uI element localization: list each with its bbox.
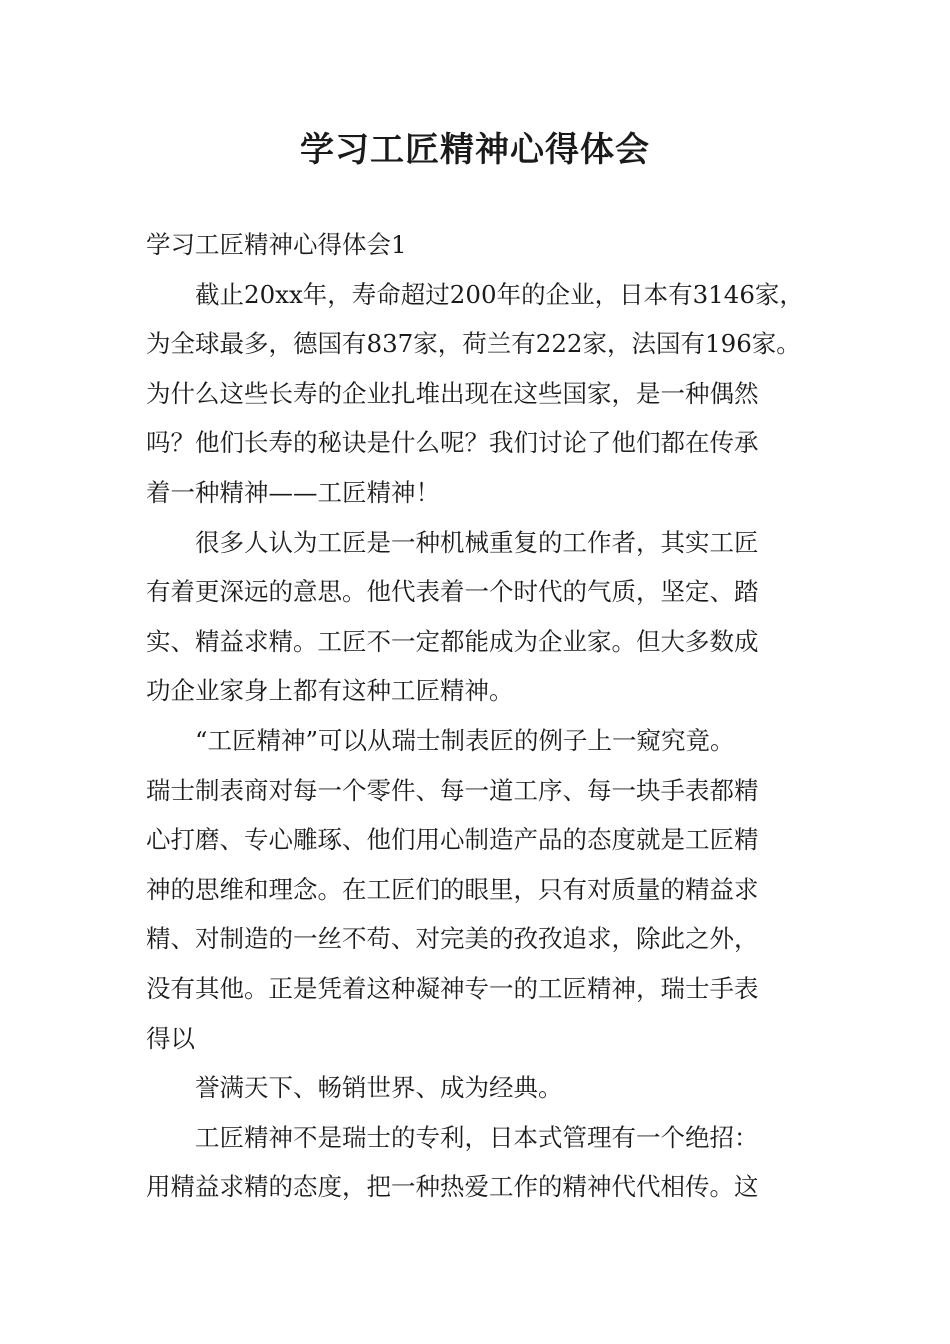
- text-line: 得以: [146, 1023, 195, 1053]
- text-line: 着一种精神——工匠精神！: [146, 477, 440, 507]
- paragraph-5: [146, 1113, 814, 1212]
- paragraph-1: [146, 270, 814, 518]
- document-body: [146, 220, 814, 1212]
- paragraph-4: [146, 1063, 814, 1113]
- section-heading: 学习工匠精神心得体会1: [146, 230, 407, 259]
- text-line: 瑞士制表商对每一个零件、每一道工序、每一块手表都精: [146, 775, 759, 805]
- text-line: 神的思维和理念。在工匠们的眼里，只有对质量的精益求: [146, 874, 759, 904]
- text-line: 截止20xx年，寿命超过200年的企业，日本有3146家，: [195, 279, 804, 309]
- text-line: 用精益求精的态度，把一种热爱工作的精神代代相传。这: [146, 1172, 759, 1202]
- document-title: 学习工匠精神心得体会: [300, 130, 650, 170]
- text-line: 有着更深远的意思。他代表着一个时代的气质，坚定、踏: [146, 577, 759, 607]
- text-line: 实、精益求精。工匠不一定都能成为企业家。但大多数成: [146, 626, 759, 656]
- text-line: “工匠精神”可以从瑞士制表匠的例子上一窥究竟。: [195, 725, 735, 755]
- text-line: 精、对制造的一丝不苟、对完美的孜孜追求，除此之外，: [146, 924, 759, 954]
- paragraph-3: [146, 716, 814, 1063]
- text-line: 很多人认为工匠是一种机械重复的工作者，其实工匠: [195, 527, 759, 557]
- text-line: 心打磨、专心雕琢、他们用心制造产品的态度就是工匠精: [146, 825, 759, 855]
- paragraph-2: [146, 518, 814, 716]
- text-line: 工匠精神不是瑞士的专利，日本式管理有一个绝招：: [195, 1122, 759, 1152]
- text-line: 为什么这些长寿的企业扎堆出现在这些国家，是一种偶然: [146, 378, 759, 408]
- text-line: 没有其他。正是凭着这种凝神专一的工匠精神，瑞士手表: [146, 973, 759, 1003]
- text-line: 功企业家身上都有这种工匠精神。: [146, 676, 514, 706]
- text-line: 吗？他们长寿的秘诀是什么呢？我们讨论了他们都在传承: [146, 428, 759, 458]
- text-line: 誉满天下、畅销世界、成为经典。: [195, 1073, 563, 1103]
- text-line: 为全球最多，德国有837家，荷兰有222家，法国有196家。: [146, 329, 801, 359]
